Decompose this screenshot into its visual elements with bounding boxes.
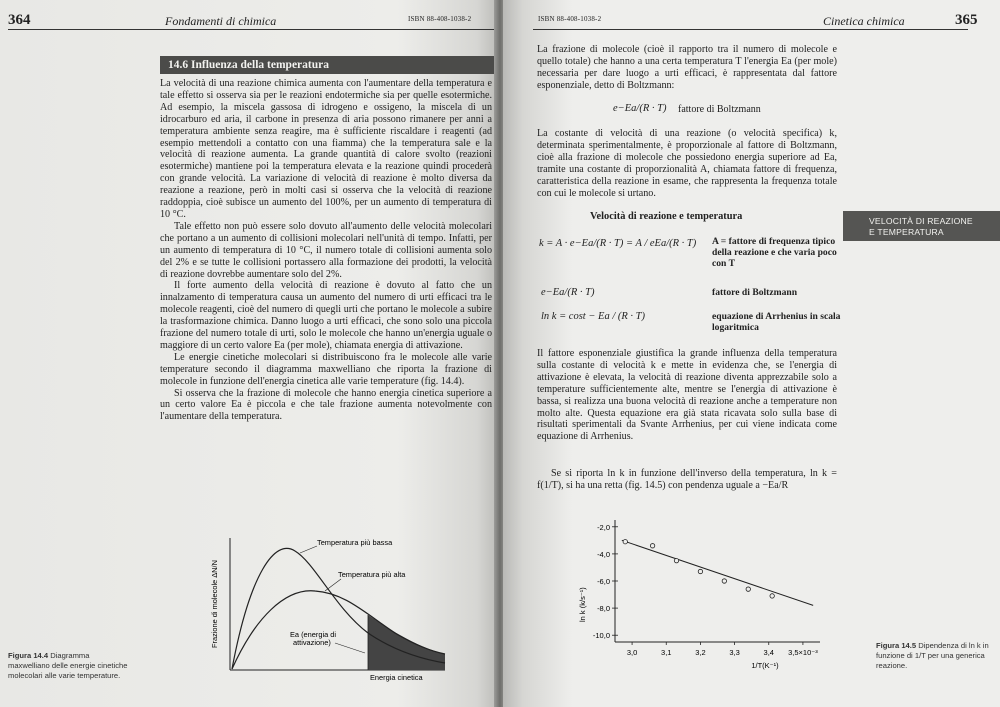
data-point: [674, 558, 678, 562]
right-intro: La frazione di molecole (cioè il rapporto tra il numero di molecole e quello totale) che hanno a una certa temperatura T l'energia Ea (per mole) necessaria per dare luogo a urti efficaci, è rappresentata dal fattore esponenziale, detto di Boltzmann:: [537, 44, 837, 91]
x-tick-label: 3,0: [626, 648, 638, 657]
caption-number-14-5: Figura 14.5: [876, 641, 917, 650]
x-tick-label: 3,4: [763, 648, 774, 657]
running-head-right: Cinetica chimica: [823, 14, 905, 28]
equation-3-label: equazione di Arrhenius in scala logaritmica: [712, 311, 841, 333]
y-tick-label: -2,0: [597, 522, 610, 532]
label-activation-energy: Ea (energia di: [290, 630, 337, 639]
data-point: [650, 544, 654, 548]
x-axis-label: 1/T(K⁻¹): [751, 661, 779, 670]
side-banner-line-1: VELOCITÀ DI REAZIONE: [869, 216, 973, 226]
label-high-temperature: Temperatura più alta: [338, 570, 406, 579]
paragraph-5: Si osserva che la frazione di molecole che hanno energia cinetica superiore a un certo valore Ea è piccola e che tale frazione aumenta notevolmente con l'aumentare della temperatura.: [160, 387, 492, 423]
right-paragraph-4: Se si riporta ln k in funzione dell'inverso della temperatura, ln k = f(1/T), si ha una retta (fig. 14.5) con pendenza uguale a −Ea/R: [537, 468, 837, 491]
section-title: 14.6 Influenza della temperatura: [160, 56, 495, 74]
header-rule-left: [8, 29, 495, 30]
header-rule-right: [533, 29, 968, 30]
data-point: [770, 594, 774, 598]
page-number-left: 364: [8, 12, 31, 28]
data-point: [746, 587, 750, 591]
y-tick-label: -6,0: [597, 577, 610, 586]
boltzmann-label: fattore di Boltzmann: [678, 104, 761, 115]
boltzmann-formula: e−Ea/(R · T): [613, 103, 667, 114]
y-axis-label: ln k (k/s⁻¹): [578, 587, 587, 622]
paragraph-2: Tale effetto non può essere solo dovuto all'aumento delle velocità molecolari che portano a un aumento di collisioni molecolari nell'unità di tempo. Infatti, per un aumento di temperatura di 10 °C, il numero totale di collisioni aumenta solo del 2% e se tutte le collisioni portassero alla formazione dei prodotti, la velocità di reazione dovrebbe aumentare solo del 2%.: [160, 220, 492, 280]
arrhenius-chart: [570, 512, 830, 682]
isbn-left: ISBN 88-408-1038-2: [408, 15, 472, 23]
label-low-temperature: Temperatura più bassa: [317, 538, 393, 547]
isbn-right: ISBN 88-408-1038-2: [538, 15, 602, 23]
x-tick-label: 3,2: [695, 648, 706, 657]
equation-1-label: A = fattore di frequenza tipico della reazione e che varia poco con T: [712, 236, 837, 269]
y-tick-label: -8,0: [597, 604, 610, 614]
figure-14-5-caption: [876, 641, 1000, 671]
figure-14-4-caption: [8, 651, 128, 681]
y-tick-label: -10,0: [592, 631, 610, 641]
equation-3: ln k = cost − Ea / (R · T): [541, 311, 645, 322]
caption-text-14-4: Diagramma maxwelliano delle energie cinetiche molecolari alle varie temperature.: [8, 651, 128, 680]
fit-line: [622, 540, 813, 605]
equation-2-label: fattore di Boltzmann: [712, 287, 798, 298]
paragraph-3: Il forte aumento della velocità di reazione è dovuto al fatto che un innalzamento di temperatura causa un aumento del numero di urti efficaci tra le molecole reagenti, cioè del numero di quegli urti che portano le molecole a subire la trasformazione chimica. Danno luogo a urti efficaci, che sono solo una piccola frazione del numero totale di urti, solo le molecole che hanno un'energia uguale o maggiore di un certo valore Ea (per mole), chiamata energia di attivazione.: [160, 280, 492, 351]
caption-number-14-4: Figura 14.4: [8, 651, 49, 660]
label-activation-energy-2: attivazione): [293, 638, 331, 647]
caption-text-14-5: Dipendenza di ln k in funzione di 1/T per una generica reazione.: [876, 641, 989, 670]
right-paragraph-2: La costante di velocità di una reazione (o velocità specifica) k, determinata sperimentalmente, è proporzionale al fattore di Boltzmann, cioè alla frazione di molecole che possiedono energia superiore ad Ea, tramite una costante di proporzionalità A, chiamata fattore di frequenza, caratteristica della reazione in esame, che rappresenta la frequenza totale con cui le molecole si urtano.: [537, 128, 837, 199]
x-tick-label: 3,5×10⁻³: [788, 648, 818, 657]
box-title: Velocità di reazione e temperatura: [590, 211, 743, 222]
right-paragraph-3: Il fattore esponenziale giustifica la grande influenza della temperatura sulla costante di velocità k e mette in evidenza che, se l'energia di attivazione è elevata, la velocità di reazione diventa apprezzabile solo a temperature sufficientemente alte, mentre se l'energia di attivazione è bassa, si realizza una buona velocità di reazione anche a temperature non molto alte. Questa equazione era già stata ricavata solo sulla base di risultati sperimentali da Svante Arrhenius, per cui viene indicata come equazione di Arrhenius.: [537, 348, 837, 443]
x-tick-label: 3,3: [729, 648, 740, 657]
y-tick-label: -4,0: [597, 549, 610, 559]
data-point: [722, 579, 726, 583]
left-page: [0, 0, 497, 707]
paragraph-4: Le energie cinetiche molecolari si distribuiscono fra le molecole alle varie temperature secondo il diagramma maxwelliano che riporta la frazione di molecole in funzione dell'energia cinetica alle varie temperature (fig. 14.4).: [160, 351, 492, 387]
equation-2: e−Ea/(R · T): [541, 287, 595, 298]
paragraph-1: La velocità di una reazione chimica aumenta con l'aumentare della temperatura e tale effetto si osserva sia per le reazioni endotermiche sia per quelle esotermiche. Ad esempio, la miscela gassosa di idrogeno e ossigeno, la miscela di un idrocarburo ed aria, il carbone in presenza di aria possono rimanere per anni a temperatura ambiente senza reagire, ma è sufficiente riscaldare i reagenti (ad esempio mettendoli a contatto con una fiamma) che la temperatura sale e la velocità di reazione aumenta. La grande quantità di calore svolto (reazioni esotermiche) mantiene poi la temperatura elevata e la reazione quindi procederà con grande velocità. La variazione di velocità di reazione è molto diversa da reazione a reazione, però in molti casi si osserva che la velocità di reazione raddoppia, cioè subisce un aumento del 100%, per un aumento di temperatura di 10 °C.: [160, 78, 492, 220]
left-body: [160, 78, 492, 423]
data-point: [623, 539, 627, 543]
side-banner: [843, 211, 1000, 241]
data-point: [698, 569, 702, 573]
x-tick-label: 3,1: [661, 648, 672, 657]
x-axis-label: Energia cinetica: [370, 673, 423, 682]
page-number-right: 365: [955, 12, 978, 28]
equation-1: k = A · e−Ea/(R · T) = A / eEa/(R · T): [539, 238, 697, 249]
maxwell-figure: [205, 533, 450, 683]
running-head-left: Fondamenti di chimica: [165, 14, 277, 28]
y-axis-label: Frazione di molecole ΔN/N: [210, 560, 219, 648]
side-banner-line-2: E TEMPERATURA: [869, 226, 944, 237]
